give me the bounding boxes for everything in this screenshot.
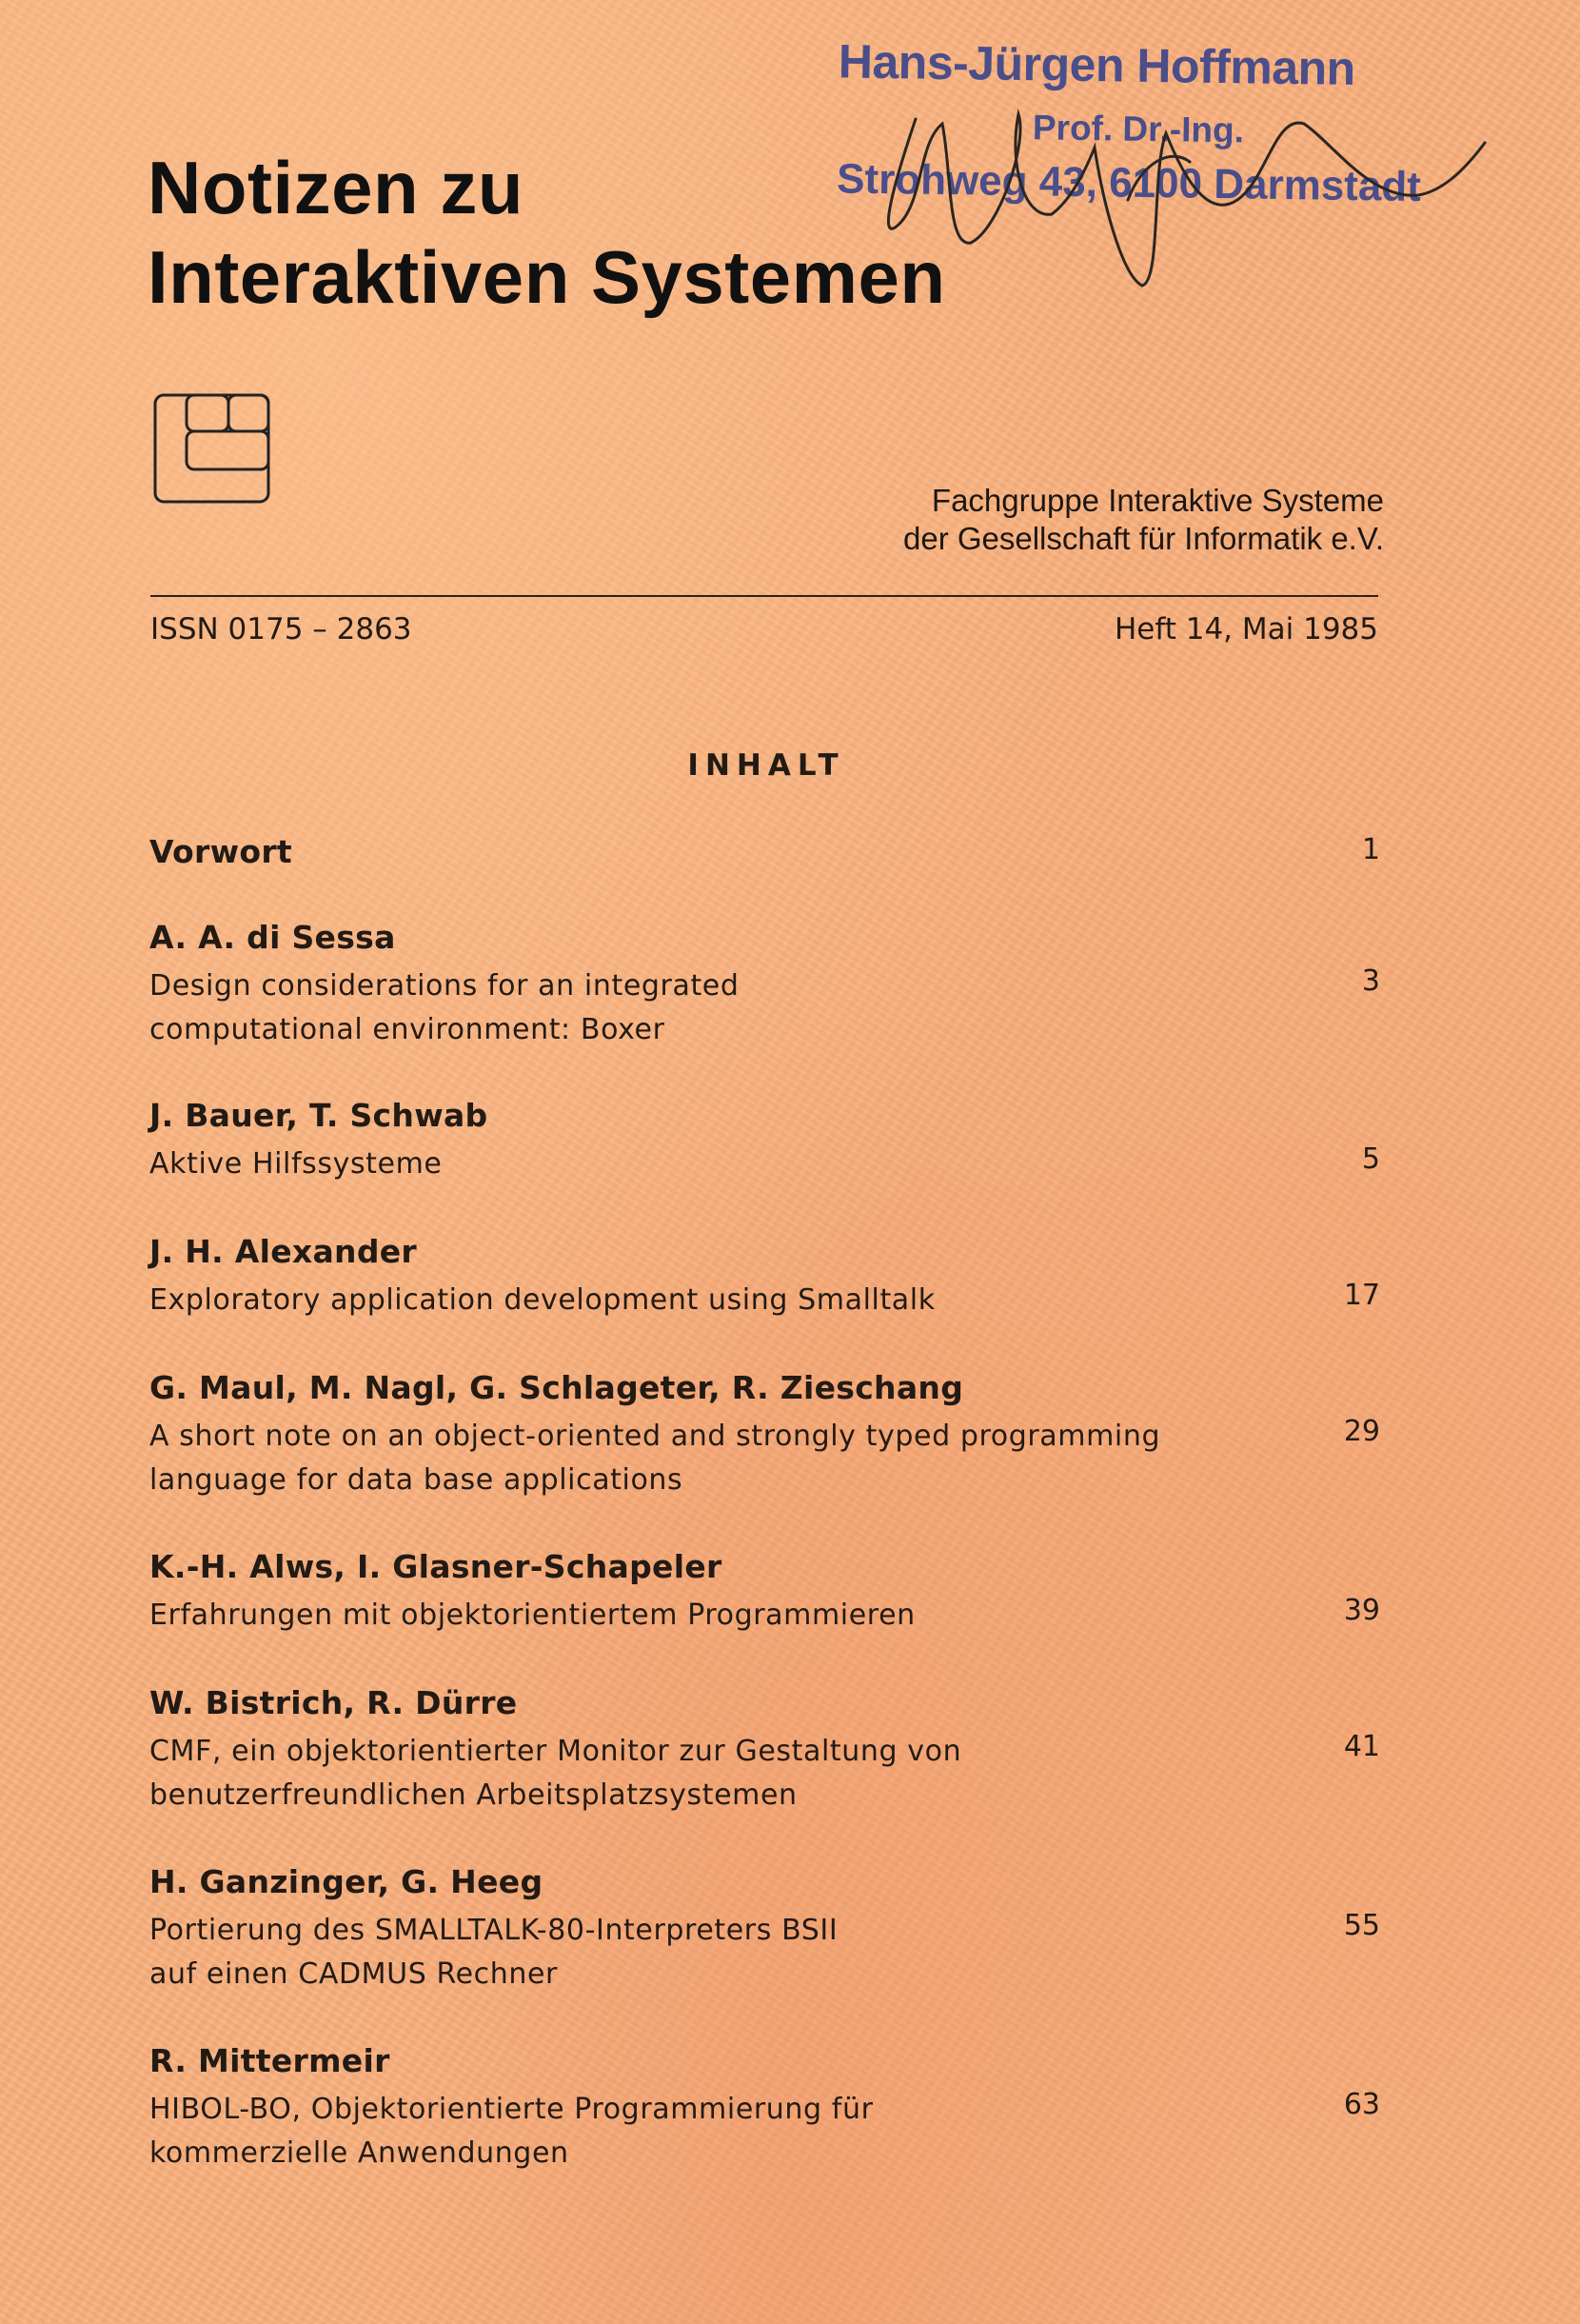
toc-page: 55 [1343, 1909, 1380, 1942]
stamp-address: Strohweg 43, 6100 Darmstadt [836, 155, 1422, 210]
toc-desc-line: Aktive Hilfssysteme [149, 1147, 443, 1181]
toc-entry [149, 833, 1380, 871]
toc-entry [149, 1548, 1380, 1638]
toc-desc-line: Design considerations for an integrated [149, 969, 740, 1003]
toc-desc-line: CMF, ein objektorientierter Monitor zur Gestaltung von [149, 1735, 962, 1768]
toc-page: 17 [1343, 1279, 1380, 1312]
toc-desc-line: Exploratory application development using Smalltalk [149, 1283, 936, 1317]
toc-description [149, 964, 1380, 1052]
toc-desc-line: benutzerfreundlichen Arbeitsplatzsystemen [149, 1778, 798, 1812]
toc-desc-line: computational environment: Boxer [149, 1013, 665, 1046]
title-line-2: Interaktiven Systemen [148, 235, 946, 319]
toc-author: A. A. di Sessa [149, 919, 396, 956]
toc-entry [149, 1369, 1380, 1502]
toc-author: Vorwort [149, 833, 292, 870]
toc-desc-line: Erfahrungen mit objektorientiertem Programmieren [149, 1599, 916, 1632]
toc-author: G. Maul, M. Nagl, G. Schlageter, R. Zieschang [149, 1369, 964, 1406]
toc-description [149, 1594, 1380, 1638]
toc-author: K.-H. Alws, I. Glasner-Schapeler [149, 1548, 722, 1585]
fachgruppe-logo [152, 392, 271, 505]
toc-page: 41 [1343, 1730, 1380, 1763]
stamp-title: Prof. Dr.-Ing. [1032, 108, 1245, 150]
toc-desc-line: Portierung des SMALLTALK-80-Interpreters BSII [149, 1914, 839, 1947]
toc-author: J. Bauer, T. Schwab [149, 1097, 488, 1134]
toc-entry [149, 1684, 1380, 1817]
issue-info: Heft 14, Mai 1985 [1114, 612, 1378, 646]
toc-page: 39 [1343, 1594, 1380, 1627]
toc-desc-line: kommerzielle Anwendungen [149, 2136, 569, 2170]
toc-page: 3 [1361, 964, 1380, 998]
publisher-line-2: der Gesellschaft für Informatik e.V. [902, 521, 1384, 556]
toc-author: H. Ganzinger, G. Heeg [149, 1863, 543, 1900]
toc-page: 1 [1361, 833, 1380, 866]
toc-desc-line: HIBOL-BO, Objektorientierte Programmierung für [149, 2093, 874, 2126]
publisher-block [903, 482, 1384, 558]
toc-desc-line: auf einen CADMUS Rechner [149, 1957, 558, 1991]
toc-desc-line: language for data base applications [149, 1463, 683, 1497]
toc-description [149, 1142, 1380, 1186]
toc-description [149, 1415, 1380, 1502]
stamp-name: Hans-Jürgen Hoffmann [838, 34, 1356, 95]
toc-page: 63 [1343, 2088, 1380, 2121]
toc-author: W. Bistrich, R. Dürre [149, 1684, 518, 1721]
toc-entry [149, 919, 1380, 1052]
toc-description [149, 1909, 1380, 1996]
header-divider [150, 595, 1378, 597]
toc-author: J. H. Alexander [149, 1233, 418, 1270]
toc-entry [149, 1233, 1380, 1322]
handwritten-signature [857, 57, 1504, 314]
publisher-line-1: Fachgruppe Interaktive Systeme [931, 483, 1384, 518]
issn-number: ISSN 0175 – 2863 [150, 612, 412, 646]
title-line-1: Notizen zu [148, 146, 523, 229]
toc-description [149, 2088, 1380, 2175]
toc-description [149, 1730, 1380, 1817]
toc-heading: INHALT [687, 748, 845, 783]
toc-entry [149, 2042, 1380, 2175]
journal-title [148, 143, 946, 322]
toc-description [149, 1279, 1380, 1322]
toc-page: 29 [1343, 1415, 1380, 1448]
toc-entry [149, 1097, 1380, 1186]
toc-entry [149, 1863, 1380, 1996]
toc-author: R. Mittermeir [149, 2042, 390, 2079]
toc-desc-line: A short note on an object-oriented and strongly typed programming [149, 1420, 1161, 1453]
toc-page: 5 [1361, 1142, 1380, 1176]
